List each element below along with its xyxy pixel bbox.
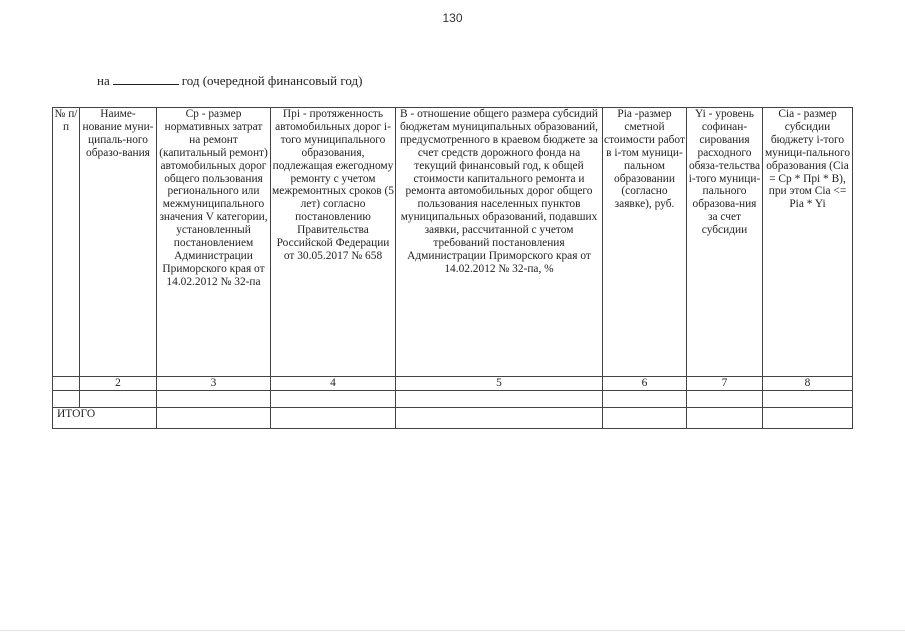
total-label: ИТОГО: [53, 408, 157, 429]
year-line-prefix: на: [97, 73, 110, 88]
column-number-cell: 7: [687, 377, 763, 391]
table-cell: [271, 408, 396, 429]
table-cell: [157, 408, 271, 429]
year-blank-field: [113, 72, 179, 85]
header-cell-ppi: Пpi - протяженность автомобильных дорог i-того муниципального образования, подлежащая ежегодному ремонту с учетом межремонтных сроков (5 лет) согласно постановлению Правительства Российской Федерации от 30.05.2017 № 658: [271, 108, 396, 377]
report-year-line: [97, 72, 362, 89]
table-cell: [157, 391, 271, 408]
column-number-row: [53, 377, 853, 391]
column-number-cell: 5: [396, 377, 603, 391]
header-cell-pia: Pia -размер сметной стоимости работ в i-том муници-пальном образовании (согласно заявке), руб.: [603, 108, 687, 377]
scan-bottom-edge: [0, 630, 905, 631]
table-cell: [687, 408, 763, 429]
table-cell: [53, 391, 80, 408]
header-cell-number: № п/п: [53, 108, 80, 377]
subsidy-calculation-table: [52, 107, 853, 429]
page-number: 130: [442, 11, 463, 25]
empty-data-row: [53, 391, 853, 408]
table-cell: [396, 408, 603, 429]
table-cell: [396, 391, 603, 408]
table-cell: [80, 391, 157, 408]
table-cell: [603, 391, 687, 408]
table-cell: [271, 391, 396, 408]
column-number-cell: 8: [763, 377, 853, 391]
column-number-cell: 4: [271, 377, 396, 391]
table-cell: [603, 408, 687, 429]
header-cell-cia: Cia - размер субсидии бюджету i-того муници-пального образования (Cia = Ср * Пpi * В), при этом Cia <= Pia * Yi: [763, 108, 853, 377]
column-number-cell: [53, 377, 80, 391]
header-cell-yi: Yi - уровень софинан-сирования расходного обяза-тельства i-того муници-пального образова-ния за счет субсидии: [687, 108, 763, 377]
header-cell-municipality: Наиме-нование муни-ципаль-ного образо-вания: [80, 108, 157, 377]
header-cell-cp: Ср - размер нормативных затрат на ремонт (капитальный ремонт) автомобильных дорог общего пользования регионального или межмуниципального значения V категории, установленный постановлением Администрации Приморского края от 14.02.2012 № 32-па: [157, 108, 271, 377]
total-row: [53, 408, 853, 429]
year-line-suffix: год (очередной финансовый год): [181, 73, 363, 88]
table-cell: [763, 391, 853, 408]
header-cell-b: В - отношение общего размера субсидий бюджетам муниципальных образований, предусмотренного в краевом бюджете за счет средств дорожного фонда на текущий финансовый год, к общей стоимости капитального ремонта и ремонта автомобильных дорог общего пользования населенных пунктов муниципальных образований, подавших заявки, рассчитанной с учетом требований постановления Администрации Приморского края от 14.02.2012 № 32-па, %: [396, 108, 603, 377]
table-cell: [687, 391, 763, 408]
table-cell: [763, 408, 853, 429]
column-number-cell: 3: [157, 377, 271, 391]
column-number-cell: 6: [603, 377, 687, 391]
column-number-cell: 2: [80, 377, 157, 391]
table-header-row: [53, 108, 853, 377]
